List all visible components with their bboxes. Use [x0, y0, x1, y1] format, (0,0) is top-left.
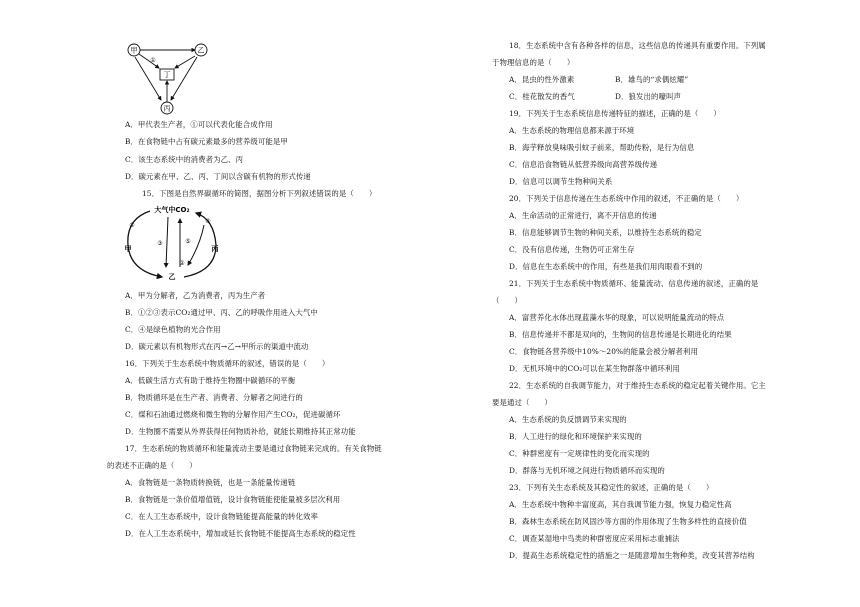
q20-option-a: A．生命活动的正常进行，离不开信息的传递: [509, 211, 657, 220]
q16-option-b: B．物质循环是在生产者、消费者、分解者之间进行的: [125, 393, 303, 402]
q21-option-b: B．信息传递并不都是双向的，生物间的信息传递是长期进化的结果: [509, 330, 732, 339]
node-jia-label: 甲: [124, 245, 132, 253]
q19-option-b: B．海芋释放臭味吸引蚊子前来，帮助传粉，是行为信息: [509, 143, 695, 152]
q18-stem-line1: 18．生态系统中含有各种各样的信息，这些信息的传递具有重要作用。下列属: [509, 41, 766, 50]
q23-option-c: C．调查某湿地中鸟类的种群密度应采用标志重捕法: [509, 534, 680, 543]
node-bing-label: 丙: [211, 245, 219, 253]
diagram-food-web: [125, 42, 215, 116]
q14-option-c: C．该生态系统中的消费者为乙、丙: [125, 155, 244, 164]
q14-option-a: A．甲代表生产者，①可以代表化能合成作用: [125, 120, 273, 129]
q17-stem-line2: 的表述不正确的是（ ）: [107, 461, 197, 470]
q14-option-d: D．碳元素在甲、乙、丙、丁间以含碳有机物的形式传递: [125, 172, 311, 181]
atmosphere-co2-label: 大气中CO₂: [154, 206, 190, 214]
q15-stem: 15．下图是自然界碳循环的简图，据图分析下列叙述错误的是（ ）: [142, 189, 377, 198]
q23-option-b: B．森林生态系统在防风固沙等方面的作用体现了生物多样性的直接价值: [509, 517, 747, 526]
q20-option-d: D．信息在生态系统中的作用，有些是我们用肉眼看不到的: [509, 262, 703, 271]
q15-option-c: C．④是绿色植物的光合作用: [125, 325, 221, 334]
q20-option-c: C．没有信息传递，生物仍可正常生存: [509, 245, 635, 254]
q17-option-a: A．食物链是一条物质转换链，也是一条能量传递链: [125, 478, 296, 487]
q21-stem-line2: （ ）: [492, 296, 522, 305]
q22-option-d: D．群落与无机环境之间进行物质循环而实现的: [509, 466, 665, 475]
q16-stem: 16．下列关于生态系统中物质循环的叙述，错误的是（ ）: [125, 359, 330, 368]
q21-option-d: D．无机环境中的CO₂可以在某生物群落中循环利用: [509, 364, 680, 373]
q22-option-b: B．人工进行的绿化和环境保护来实现的: [509, 432, 642, 441]
q23-option-a: A．生态系统中物种丰富度高，其自我调节能力强，恢复力稳定性高: [509, 500, 732, 509]
arrow-4-label: ④: [205, 218, 211, 225]
q20-stem: 20．下列关于信息传递在生态系统中作用的叙述，不正确的是（ ）: [509, 194, 744, 203]
q17-option-b: B．食物链是一条价值增值链，设计食物链能使能量被多层次利用: [125, 495, 341, 504]
q18-option-d: D．狼发出的嚎叫声: [615, 92, 681, 101]
node-ding-label: 丁: [163, 71, 171, 79]
q19-option-a: A．生态系统的物理信息都来源于环境: [509, 126, 635, 135]
q21-option-a: A．富营养化水体出现蓝藻水华的现象，可以说明能量流动的特点: [509, 313, 725, 322]
q18-option-b: B．雄鸟的“求偶炫耀”: [615, 75, 689, 84]
q17-option-c: C．在人工生态系统中，设计食物链能提高能量的转化效率: [125, 512, 319, 521]
q21-stem-line1: 21．下列关于生态系统中物质循环、能量流动、信息传递的叙述，正确的是: [509, 279, 759, 288]
node-jia-label: 甲: [130, 46, 138, 55]
arrow-1-label: ①: [150, 57, 156, 64]
q22-option-a: A．生态系统的负反馈调节来实现的: [509, 415, 627, 424]
q16-option-c: C．煤和石油通过燃烧和微生物的分解作用产生CO₂，促进碳循环: [125, 410, 341, 419]
arrow-3-label: ③: [157, 240, 163, 247]
arrow-5-label: ⑤: [185, 238, 191, 245]
q20-option-b: B．信息能够调节生物的种间关系，以维持生态系统的稳定: [509, 228, 702, 237]
q21-option-c: C．食物链各营养级中10%～20%的能量会被分解者利用: [509, 347, 699, 356]
q19-option-c: C．信息沿食物链从低营养级向高营养级传递: [509, 160, 658, 169]
node-bing-label: 丙: [163, 104, 171, 113]
q15-option-b: B．①②③表示CO₂通过甲、丙、乙的呼吸作用进入大气中: [125, 308, 318, 317]
q19-stem: 19．下列关于生态系统信息传递特征的描述，正确的是（ ）: [509, 109, 721, 118]
diagram-carbon-cycle: [122, 205, 224, 281]
q22-stem-line2: 要是通过（ ）: [492, 398, 552, 407]
q22-option-c: C．种群密度有一定规律性的变化而实现的: [509, 449, 650, 458]
arrow-1-label: ①: [129, 222, 135, 229]
q18-stem-line2: 于物理信息的是（ ）: [492, 58, 575, 67]
q18-option-a: A．昆虫的性外激素: [509, 75, 575, 84]
arrow-2-label: ②: [179, 260, 185, 267]
q16-option-a: A．低碳生活方式有助于维持生物圈中碳循环的平衡: [125, 376, 296, 385]
q17-option-d: D．在人工生态系统中，增加或延长食物链不能提高生态系统的稳定性: [125, 529, 356, 538]
q19-option-d: D．信息可以调节生物种间关系: [509, 177, 613, 186]
q16-option-d: D．生物圈不需要从外界获得任何物质补给，就能长期维持其正常功能: [125, 427, 356, 436]
q23-option-d: D．提高生态系统稳定性的措施之一是随意增加生物种类，改变其营养结构: [509, 551, 755, 560]
q14-option-b: B．在食物链中占有碳元素最多的营养级可能是甲: [125, 137, 288, 146]
q15-option-d: D．碳元素以有机物形式在丙→乙→甲所示的渠道中流动: [125, 342, 309, 351]
q23-stem: 23．下列有关生态系统及其稳定性的叙述，正确的是（ ）: [509, 483, 714, 492]
q15-option-a: A．甲为分解者，乙为消费者，丙为生产者: [125, 291, 266, 300]
q17-stem-line1: 17．生态系统的物质循环和能量流动主要是通过食物链来完成的。有关食物链: [125, 444, 382, 453]
q22-stem-line1: 22．生态系统的自我调节能力，对于维持生态系统的稳定起着关键作用。它主: [509, 381, 766, 390]
node-yi-label: 乙: [168, 273, 176, 281]
q18-option-c: C．桂花散发的香气: [509, 92, 575, 101]
node-yi-label: 乙: [197, 46, 205, 55]
